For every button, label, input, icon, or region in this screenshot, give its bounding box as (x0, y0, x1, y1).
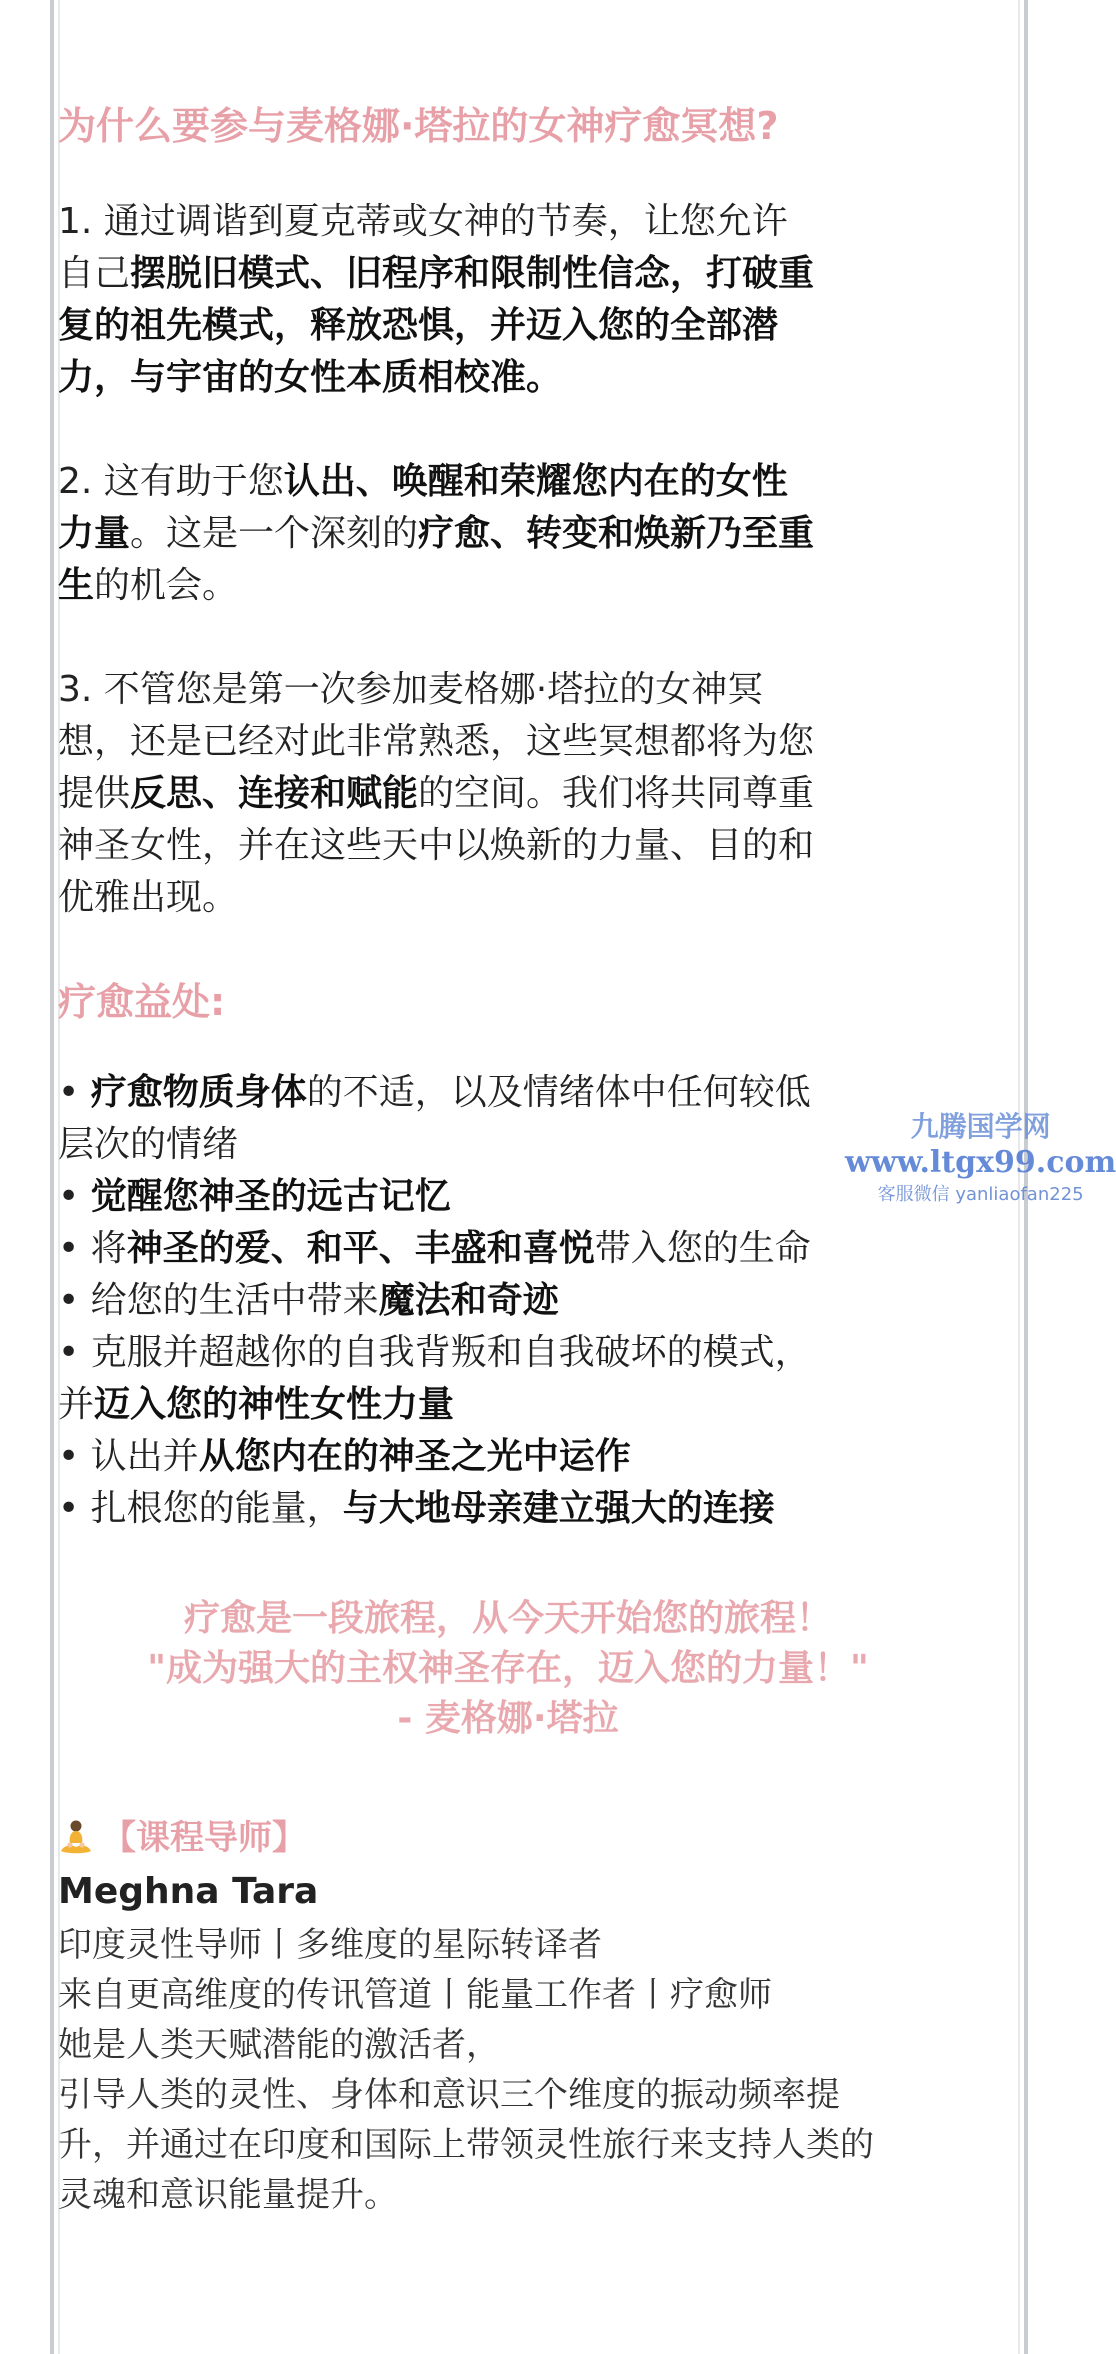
paragraph-line (58, 664, 958, 716)
text-run: • 将 (58, 1228, 127, 1269)
text-run: • (58, 1176, 91, 1217)
bold-text: 力量 (58, 513, 131, 554)
paragraph-line (58, 352, 958, 404)
quote-line-2: "成为强大的主权神圣存在，迈入您的力量！" (147, 1648, 869, 1689)
quote-line-1: 疗愈是一段旅程，从今天开始您的旅程！ (183, 1598, 832, 1639)
paragraph-line (58, 196, 958, 248)
benefits-list (58, 1068, 958, 1534)
paragraph-line (58, 248, 958, 300)
benefit-item (58, 1068, 958, 1118)
reasons-list (58, 196, 958, 924)
reason-paragraph (58, 664, 958, 924)
bio-line: 来自更高维度的传讯管道丨能量工作者丨疗愈师 (58, 1975, 772, 2015)
paragraph-line (58, 456, 958, 508)
paragraph-line (58, 820, 958, 872)
bold-text: 认出、唤醒和荣耀您内在的女性 (283, 461, 788, 502)
bold-text: 迈入您的神性女性力量 (94, 1384, 455, 1425)
text-run: • (58, 1072, 91, 1113)
watermark (845, 1110, 1116, 1208)
text-run: • 扎根您的能量， (58, 1488, 343, 1529)
bio-line: 引导人类的灵性、身体和意识三个维度的振动频率提 (58, 2075, 840, 2115)
text-run: 优雅出现。 (58, 877, 239, 918)
benefit-item (58, 1172, 958, 1222)
reason-paragraph (58, 196, 958, 404)
text-run: 的不适，以及情绪体中任何较低 (306, 1072, 811, 1113)
bold-text: 魔法和奇迹 (378, 1280, 559, 1321)
bio-line: 印度灵性导师丨多维度的星际转译者 (58, 1925, 602, 1965)
watermark-url: www.ltgx99.com (845, 1145, 1116, 1180)
benefit-item (58, 1380, 958, 1430)
quote-attribution: - 麦格娜·塔拉 (397, 1698, 619, 1739)
text-run: 带入您的生命 (594, 1228, 811, 1269)
text-run: 的空间。我们将共同尊重 (418, 773, 815, 814)
paragraph-line (58, 508, 958, 560)
meditation-icon (58, 1819, 94, 1857)
text-run: 2. 这有助于您 (58, 461, 284, 502)
text-run: 3. 不管您是第一次参加麦格娜·塔拉的女神冥 (58, 669, 764, 710)
bold-text: 反思、连接和赋能 (130, 773, 419, 814)
bold-text: 神圣的爱、和平、丰盛和喜悦 (126, 1228, 595, 1269)
bold-text: 复的祖先模式，释放恐惧，并迈入您的全部潜 (58, 305, 779, 346)
left-border (50, 0, 54, 2354)
text-run: 层次的情绪 (58, 1124, 239, 1165)
bold-text: 摆脱旧模式、旧程序和限制性信念，打破重 (130, 253, 815, 294)
watermark-title: 九腾国学网 (910, 1110, 1051, 1143)
benefit-item (58, 1328, 958, 1378)
bio-line: 她是人类天赋潜能的激活者， (58, 2025, 500, 2065)
text-run: 提供 (58, 773, 131, 814)
benefit-item (58, 1432, 958, 1482)
instructor-label: 【课程导师】 (102, 1818, 306, 1858)
benefit-item (58, 1276, 958, 1326)
watermark-contact: 客服微信 yanliaofan225 (877, 1184, 1084, 1205)
text-run: 。这是一个深刻的 (130, 513, 419, 554)
text-run: 自己 (58, 253, 131, 294)
bold-text: 与大地母亲建立强大的连接 (342, 1488, 775, 1529)
reason-paragraph (58, 456, 958, 612)
bold-text: 疗愈、转变和焕新乃至重 (418, 513, 815, 554)
instructor-name: Meghna Tara (58, 1871, 319, 1912)
benefit-item (58, 1224, 958, 1274)
benefit-item (58, 1484, 958, 1534)
bold-text: 疗愈物质身体 (90, 1072, 307, 1113)
paragraph-line (58, 560, 958, 612)
bio-line: 灵魂和意识能量提升。 (58, 2175, 398, 2215)
instructor-heading (58, 1814, 958, 1862)
paragraph-line (58, 768, 958, 820)
bold-text: 从您内在的神圣之光中运作 (198, 1436, 631, 1477)
bio-line: 升，并通过在印度和国际上带领灵性旅行来支持人类的 (58, 2125, 874, 2165)
text-run: 1. 通过调谐到夏克蒂或女神的节奏，让您允许 (58, 201, 788, 242)
paragraph-line (58, 300, 958, 352)
paragraph-line (58, 872, 958, 924)
text-run: 并 (58, 1384, 95, 1425)
paragraph-line (58, 716, 958, 768)
text-run: • 克服并超越你的自我背叛和自我破坏的模式， (58, 1332, 811, 1373)
bold-text: 觉醒您神圣的远古记忆 (90, 1176, 451, 1217)
bold-text: 力，与宇宙的女性本质相校准。 (58, 357, 563, 398)
text-run: • 给您的生活中带来 (58, 1280, 379, 1321)
text-run: 想，还是已经对此非常熟悉，这些冥想都将为您 (58, 721, 815, 762)
text-run: 神圣女性，并在这些天中以焕新的力量、目的和 (58, 825, 815, 866)
text-run: • 认出并 (58, 1436, 199, 1477)
quote-block (58, 1594, 958, 1744)
section-heading: 为什么要参与麦格娜·塔拉的女神疗愈冥想? (58, 104, 779, 148)
article-body (58, 100, 958, 2220)
instructor-bio (58, 1920, 958, 2220)
text-run: 的机会。 (94, 565, 239, 606)
bold-text: 生 (58, 565, 95, 606)
benefits-heading: 疗愈益处: (58, 980, 226, 1024)
benefit-item (58, 1120, 958, 1170)
